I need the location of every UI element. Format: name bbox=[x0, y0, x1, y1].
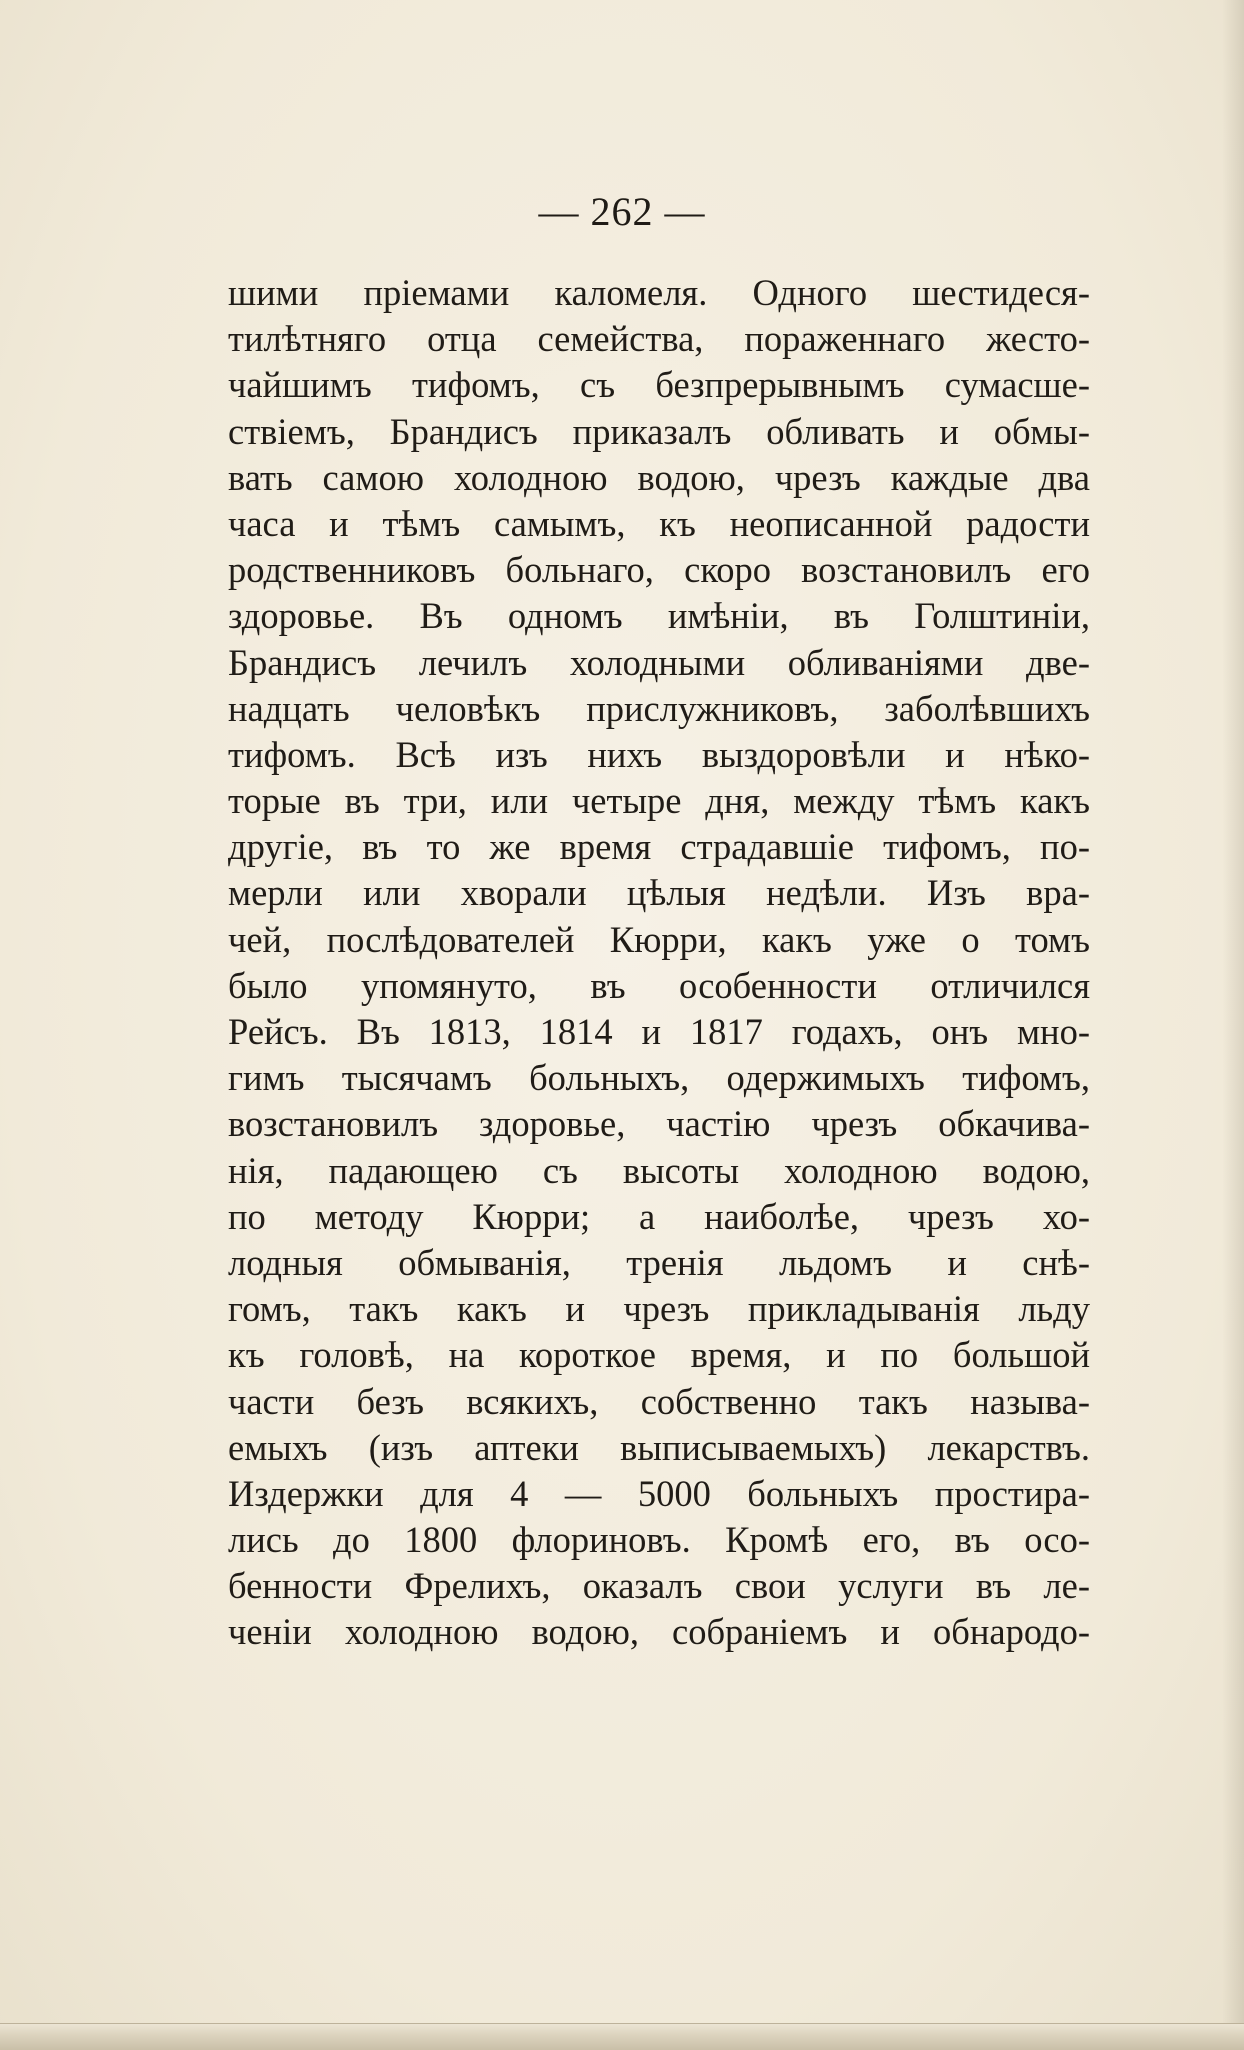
text-line: здоровье. Въ одномъ имѣніи, въ Голштиніи, bbox=[228, 595, 1090, 637]
text-line: Рейсъ. Въ 1813, 1814 и 1817 годахъ, онъ мно- bbox=[228, 1011, 1090, 1052]
text-line: гомъ, такъ какъ и чрезъ прикладыванія льду bbox=[228, 1288, 1090, 1330]
text-line: Брандисъ лечилъ холодными обливаніями две- bbox=[228, 641, 1090, 683]
text-line: Издержки для 4 — 5000 больныхъ простира- bbox=[228, 1472, 1090, 1514]
page-edge-shadow bbox=[1222, 0, 1244, 2050]
text-line: ствіемъ, Брандисъ приказалъ обливать и обмы- bbox=[228, 410, 1090, 452]
text-line: тилѣтняго отца семейства, пораженнаго жесто- bbox=[228, 318, 1090, 360]
text-line: возстановилъ здоровье, частію чрезъ обкачива- bbox=[228, 1103, 1090, 1145]
text-line: лись до 1800 флориновъ. Кромѣ его, въ осо- bbox=[228, 1519, 1090, 1561]
text-line: бенности Фрелихъ, оказалъ свои услуги въ ле- bbox=[228, 1565, 1090, 1607]
text-line: другіе, въ то же время страдавшіе тифомъ, по- bbox=[228, 826, 1090, 868]
text-line: шими пріемами каломеля. Одного шестидеся- bbox=[228, 272, 1090, 313]
text-line: торые въ три, или четыре дня, между тѣмъ какъ bbox=[228, 780, 1090, 822]
text-line: емыхъ (изъ аптеки выписываемыхъ) лекарствъ. bbox=[228, 1426, 1090, 1468]
page-number: — 262 — bbox=[538, 189, 706, 234]
text-line: ченіи холодною водою, собраніемъ и обнародо- bbox=[228, 1611, 1090, 1653]
body-text bbox=[228, 270, 1090, 1656]
text-line: чайшимъ тифомъ, съ безпрерывнымъ сумасше- bbox=[228, 364, 1090, 406]
text-line: по методу Кюрри; а наиболѣе, чрезъ хо- bbox=[228, 1195, 1090, 1237]
text-line: вать самою холодною водою, чрезъ каждые два bbox=[228, 456, 1090, 498]
text-line: родственниковъ больнаго, скоро возстановилъ его bbox=[228, 549, 1090, 591]
text-line: тифомъ. Всѣ изъ нихъ выздоровѣли и нѣко- bbox=[228, 733, 1090, 775]
text-line: гимъ тысячамъ больныхъ, одержимыхъ тифомъ, bbox=[228, 1057, 1090, 1099]
text-line: надцать человѣкъ прислужниковъ, заболѣвшихъ bbox=[228, 687, 1090, 729]
page-bottom-edge bbox=[0, 2023, 1244, 2050]
text-line: части безъ всякихъ, собственно такъ называ- bbox=[228, 1380, 1090, 1422]
text-line: мерли или хворали цѣлыя недѣли. Изъ вра- bbox=[228, 872, 1090, 914]
text-line: къ головѣ, на короткое время, и по большой bbox=[228, 1334, 1090, 1376]
text-line: часа и тѣмъ самымъ, къ неописанной радости bbox=[228, 502, 1090, 544]
text-line: лодныя обмыванія, тренія льдомъ и снѣ- bbox=[228, 1241, 1090, 1283]
text-line: нія, падающею съ высоты холодною водою, bbox=[228, 1149, 1090, 1191]
text-line: было упомянуто, въ особенности отличился bbox=[228, 964, 1090, 1006]
text-line: чей, послѣдователей Кюрри, какъ уже о томъ bbox=[228, 918, 1090, 960]
